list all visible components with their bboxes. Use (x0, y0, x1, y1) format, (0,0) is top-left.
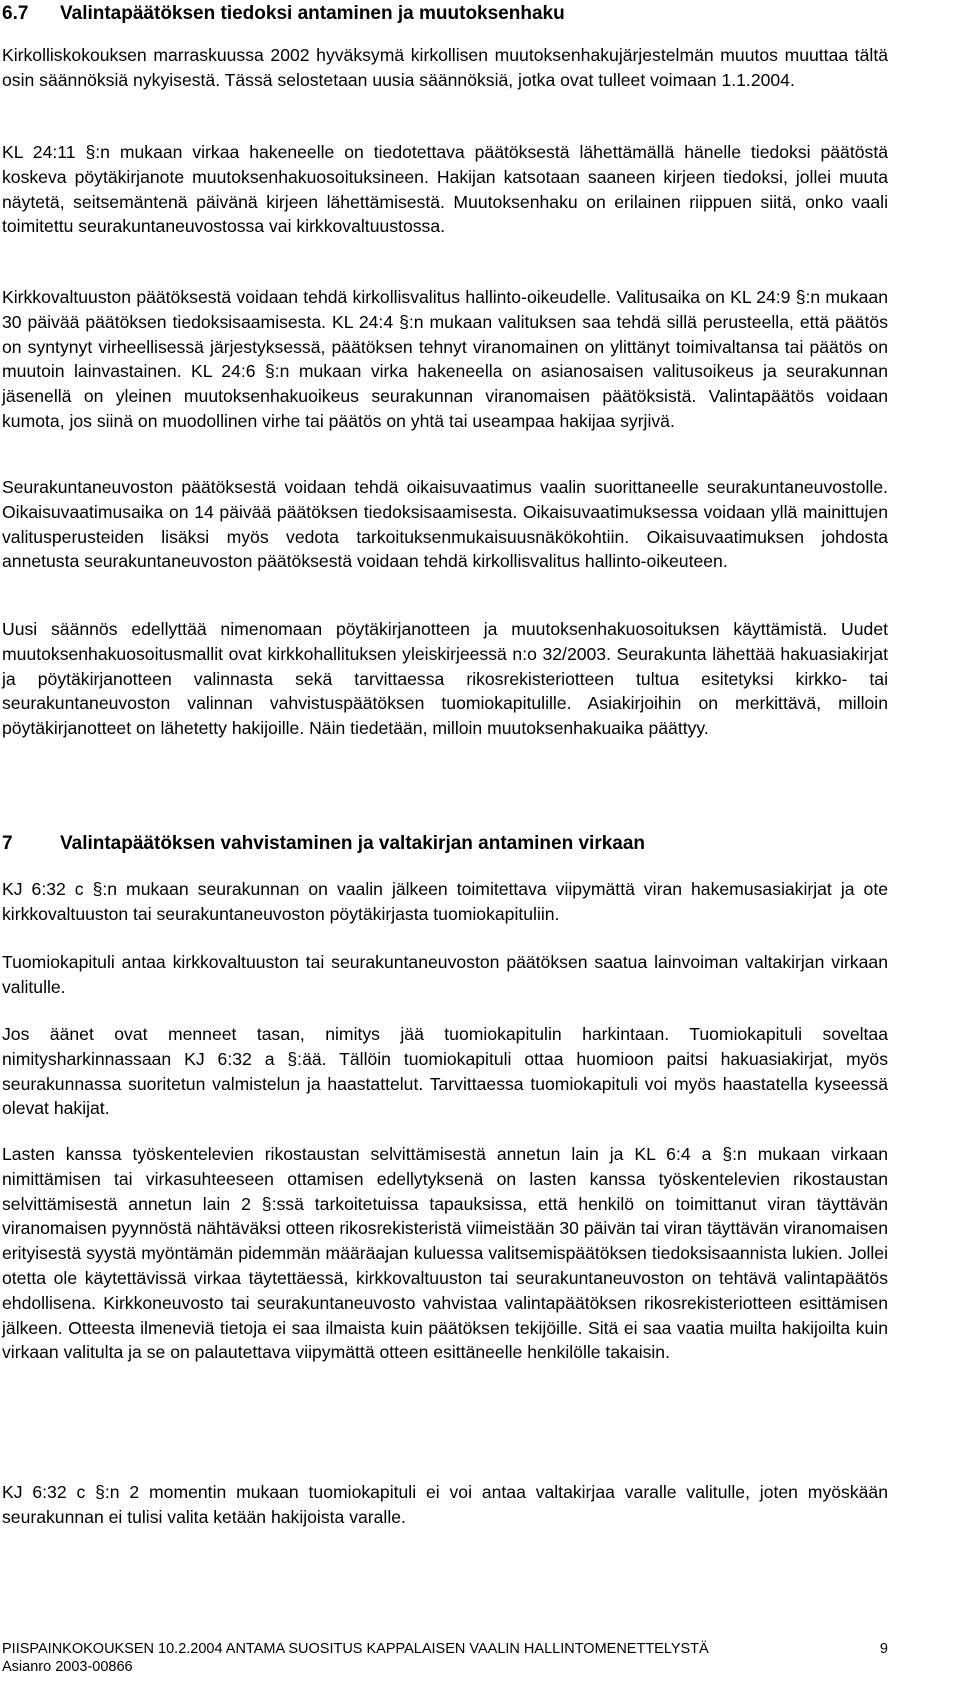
paragraph: Tuomiokapituli antaa kirkkovaltuuston tai seurakuntaneuvoston päätöksen saatua lainvoiman valtakirjan virkaan valitulle. (2, 952, 888, 997)
page-footer (2, 1640, 888, 1676)
footer-reference: Asianro 2003-00866 (2, 1659, 133, 1675)
paragraph: Lasten kanssa työskentelevien rikostaustan selvittämisestä annetun lain ja KL 6:4 a §:n mukaan virkaan nimittämisen tai virkasuhteeseen ottamisen edellytyksenä on lasten kanssa työskentelevien rikostaustan selvittämisestä annetun lain 2 §:ssä tarkoitetuissa tapauksissa, että henkilö on toimittanut viran täyttävän viranomaisen pyynnöstä nähtäväksi otteen rikosrekisteristä viimeistään 30 päivän tai viran täyttävän viranomaisen erityisestä syystä myöntämän pidemmän määräajan kuluessa valitsemispäätöksen tiedoksisaannista lukien. Jollei otetta ole käytettävissä virkaa täytettäessä, kirkkovaltuuston tai seurakuntaneuvoston on tehtävä valintapäätös ehdollisena. Kirkkoneuvosto tai seurakuntaneuvosto vahvistaa valintapäätöksen rikosrekisteriotteen esittämisen jälkeen. Otteesta ilmeneviä tietoja ei saa ilmaista kuin päätöksen tekijöille. Sitä ei saa vaatia muilta hakijoilta kuin virkaan valitulta ja se on palautettava viipymättä otteen esittäneelle henkilölle takaisin. (2, 1144, 889, 1363)
section-heading-7 (2, 830, 645, 858)
section-title: Valintapäätöksen vahvistaminen ja valtakirjan antaminen virkaan (60, 833, 646, 854)
section-heading-6-7 (2, 0, 565, 28)
paragraph: Seurakuntaneuvoston päätöksestä voidaan tehdä oikaisuvaatimus vaalin suorittaneelle seurakuntaneuvostolle. Oikaisuvaatimusaika on 14 päivää päätöksen tiedoksisaamisesta. Oikaisuvaatimuksessa voidaan yllä mainittujen valitusperusteiden lisäksi myös vedota tarkoituksenmukaisuusnäkökohtiin. Oikaisuvaatimuksen johdosta annetusta seurakuntaneuvoston päätöksestä voidaan tehdä kirkollisvalitus hallinto-oikeuteen. (2, 477, 888, 572)
paragraph: Jos äänet ovat menneet tasan, nimitys jää tuomiokapitulin harkintaan. Tuomiokapituli soveltaa nimitysharkinnassaan KJ 6:32 a §:ää. Tällöin tuomiokapituli ottaa huomioon paitsi hakuasiakirjat, myös seurakunnassa suoritetun valmistelun ja haastattelut. Tarvittaessa tuomiokapituli voi myös haastatella kyseessä olevat hakijat. (2, 1024, 888, 1119)
section-number: 7 (2, 833, 13, 854)
page-number: 9 (879, 1641, 888, 1657)
section-title: Valintapäätöksen tiedoksi antaminen ja muutoksenhaku (60, 3, 565, 24)
section-number: 6.7 (2, 3, 29, 24)
paragraph: Kirkkovaltuuston päätöksestä voidaan tehdä kirkollisvalitus hallinto-oikeudelle. Valitusaika on KL 24:9 §:n mukaan 30 päivää päätöksen tiedoksisaamisesta. KL 24:4 §:n mukaan valituksen saa tehdä sillä perusteella, että päätös on syntynyt virheellisessä järjestyksessä, päätöksen tehnyt viranomainen on ylittänyt toimivaltansa tai päätös on muutoin lainvastainen. KL 24:6 §:n mukaan virka hakeneella on asianosaisen valitusoikeus ja seurakunnan jäsenellä on yleinen muutoksenhakuoikeus seurakunnan viranomaisen päätöksistä. Valintapäätös voidaan kumota, jos siinä on muodollinen virhe tai päätös on yhtä tai useampaa hakijaa syrjivä. (2, 287, 888, 431)
footer-line (2, 1640, 888, 1659)
paragraph: Kirkolliskokouksen marraskuussa 2002 hyväksymä kirkollisen muutoksenhakujärjestelmän muutos muuttaa tältä osin säännöksiä nykyisestä. Tässä selostetaan uusia säännöksiä, jotka ovat tulleet voimaan 1.1.2004. (2, 45, 888, 90)
paragraph: KJ 6:32 c §:n mukaan seurakunnan on vaalin jälkeen toimitettava viipymättä viran hakemusasiakirjat ja ote kirkkovaltuuston tai seurakuntaneuvoston pöytäkirjasta tuomiokapituliin. (2, 879, 888, 924)
paragraph: KJ 6:32 c §:n 2 momentin mukaan tuomiokapituli ei voi antaa valtakirjaa varalle valitulle, joten myöskään seurakunnan ei tulisi valita ketään hakijoista varalle. (2, 1482, 888, 1527)
paragraph: KL 24:11 §:n mukaan virkaa hakeneelle on tiedotettava päätöksestä lähettämällä hänelle tiedoksi päätöstä koskeva pöytäkirjanote muutoksenhakuosoituksineen. Hakijan katsotaan saaneen kirjeen tiedoksi, jollei muuta näytetä, seitsemäntenä päivänä kirjeen lähettämisestä. Muutoksenhaku on erilainen riippuen siitä, onko vaali toimitettu seurakuntaneuvostossa vai kirkkovaltuustossa. (2, 142, 888, 237)
paragraph: Uusi säännös edellyttää nimenomaan pöytäkirjanotteen ja muutoksenhakuosoituksen käyttämistä. Uudet muutoksenhakuosoitusmallit ovat kirkkohallituksen yleiskirjeessä n:o 32/2003. Seurakunta lähettää hakuasiakirjat ja pöytäkirjanotteen valinnasta sekä tarvittaessa rikosrekisteriotteen tultua esitetyksi kirkko- tai seurakuntaneuvoston valinnan vahvistuspäätöksen tuomiokapitulille. Asiakirjoihin on merkittävä, milloin pöytäkirjanotteet on lähetetty hakijoille. Näin tiedetään, milloin muutoksenhakuaika päättyy. (2, 619, 888, 739)
footer-document-title: PIISPAINKOKOUKSEN 10.2.2004 ANTAMA SUOSITUS KAPPALAISEN VAALIN HALLINTOMENETTELYSTÄ (2, 1641, 709, 1657)
